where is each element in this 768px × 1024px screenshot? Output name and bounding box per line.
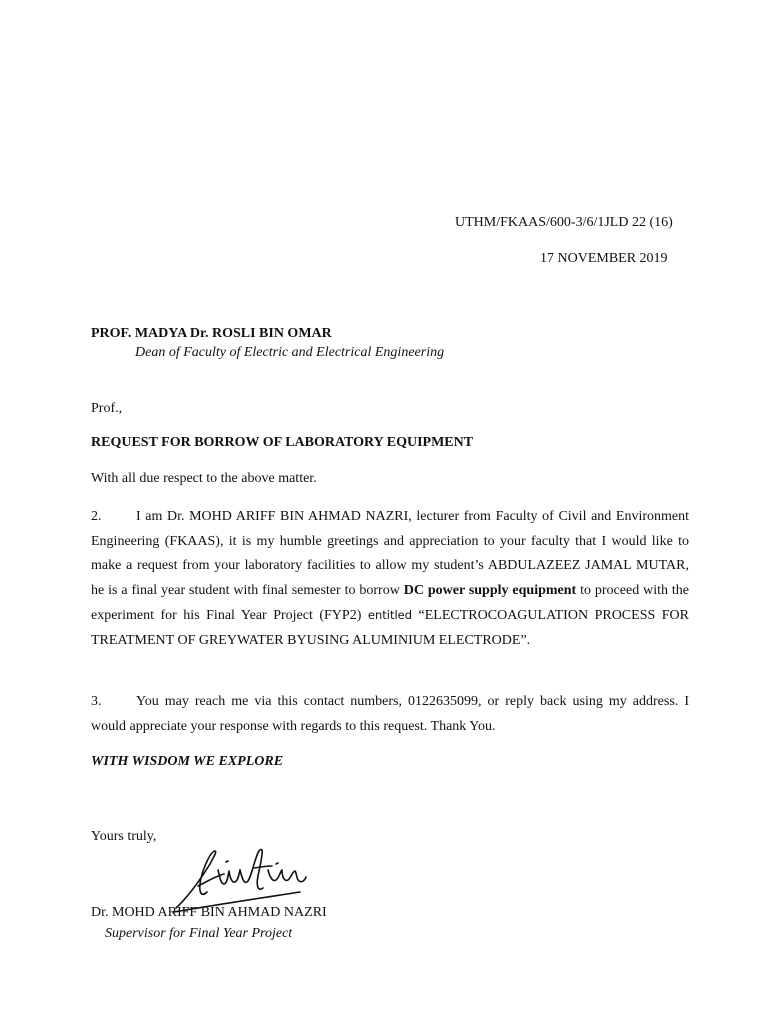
recipient-name: PROF. MADYA Dr. ROSLI BIN OMAR [91, 326, 332, 341]
paragraph-number: 3. [91, 694, 102, 709]
paragraph-text: You may reach me via this contact numbers, 0122635099, or reply back using my address. I would appreciate your response with regards to this request. Thank You. [91, 694, 689, 734]
recipient-title: Dean of Faculty of Electric and Electrical Engineering [135, 345, 445, 360]
motto: WITH WISDOM WE EXPLORE [91, 754, 284, 769]
entitled-word: entitled [367, 608, 413, 622]
paragraph-number: 2. [91, 509, 102, 524]
equipment-name: DC power supply equipment [403, 582, 577, 598]
paragraph-text: to proceed with the experiment for his Final Year Project (FYP2) [91, 582, 689, 623]
closing: Yours truly, [91, 829, 157, 844]
paragraph-2 [91, 505, 689, 653]
letter-date: 17 NOVEMBER 2019 [540, 251, 668, 266]
signer-title: Supervisor for Final Year Project [105, 926, 293, 941]
reference-number: UTHM/FKAAS/600-3/6/1JLD 22 (16) [455, 215, 673, 230]
handwritten-signature [168, 842, 308, 917]
project-title: “ELECTROCOAGULATION PROCESS FOR TREATMENT OF GREYWATER BYUSING ALUMINIUM ELECTRODE”. [91, 608, 689, 648]
salutation: Prof., [91, 401, 123, 416]
paragraph-3 [91, 690, 689, 739]
respect-line: With all due respect to the above matter. [91, 471, 317, 486]
paragraph-text: I am Dr. MOHD ARIFF BIN AHMAD NAZRI, lecturer from Faculty of Civil and Environment Engineering (FKAAS), it is my humble greetings and appreciation to your faculty that I would like to make a request from your laboratory facilities to allow my student’s ABDULAZEEZ JAMAL MUTAR, he is a final year student with final semester to borrow [91, 509, 689, 598]
signer-name: Dr. MOHD ARIFF BIN AHMAD NAZRI [91, 905, 327, 920]
subject-line: REQUEST FOR BORROW OF LABORATORY EQUIPMENT [91, 435, 474, 450]
